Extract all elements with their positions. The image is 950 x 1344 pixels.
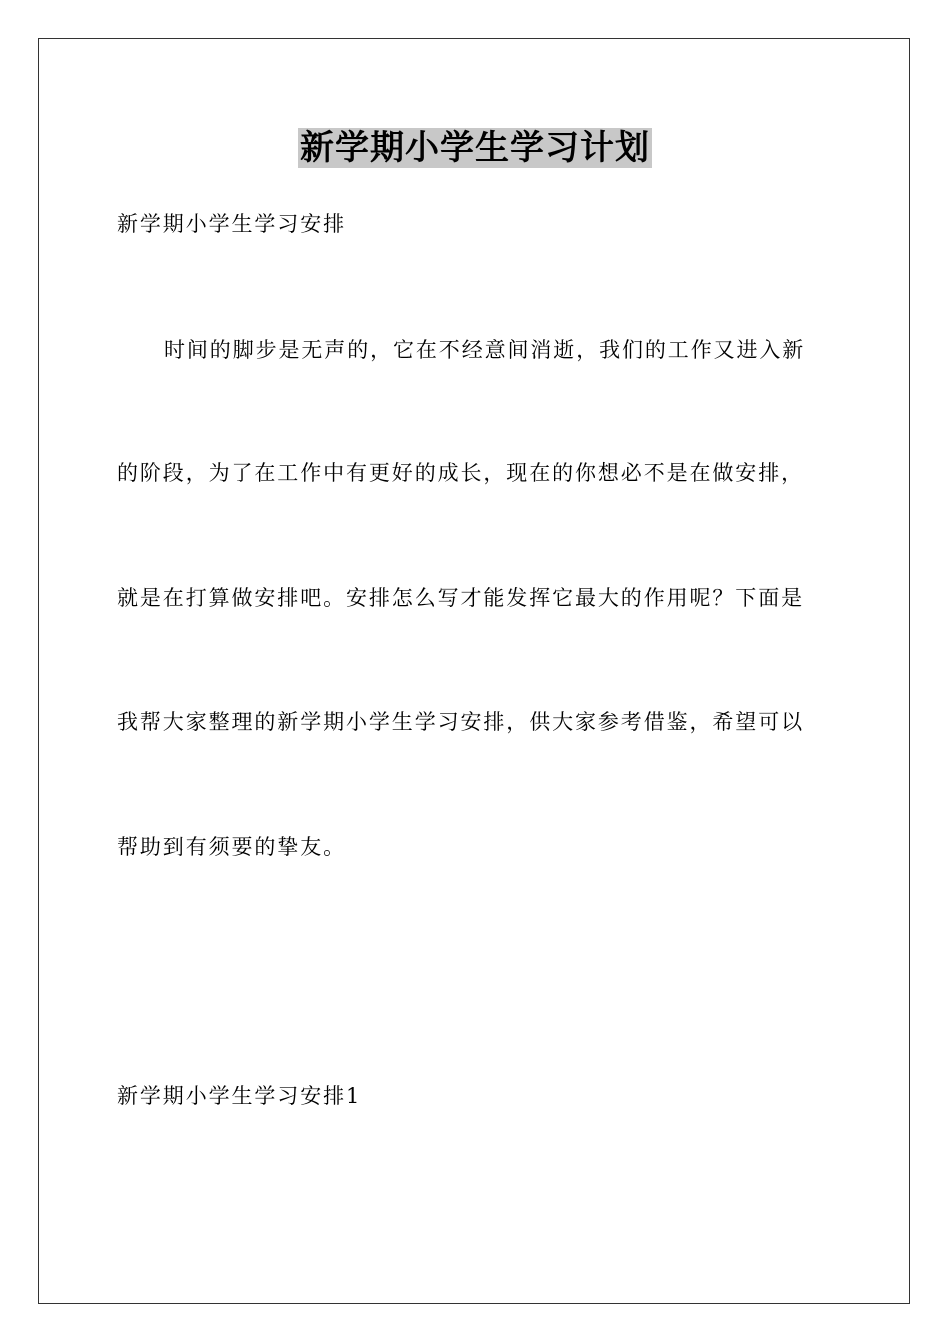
paragraph-line: 时间的脚步是无声的，它在不经意间消逝，我们的工作又进入新 bbox=[164, 338, 806, 362]
paragraph-line: 我帮大家整理的新学期小学生学习安排，供大家参考借鉴，希望可以 bbox=[117, 710, 804, 734]
paragraph-line: 帮助到有须要的挚友。 bbox=[117, 835, 346, 859]
paragraph-line: 就是在打算做安排吧。安排怎么写才能发挥它最大的作用呢？下面是 bbox=[117, 586, 804, 610]
document-subtitle: 新学期小学生学习安排 bbox=[117, 212, 346, 236]
paragraph-line: 的阶段，为了在工作中有更好的成长，现在的你想必不是在做安排， bbox=[117, 461, 804, 485]
title-container bbox=[0, 128, 950, 168]
section-heading: 新学期小学生学习安排1 bbox=[117, 1084, 362, 1108]
document-title: 新学期小学生学习计划 bbox=[300, 128, 650, 168]
